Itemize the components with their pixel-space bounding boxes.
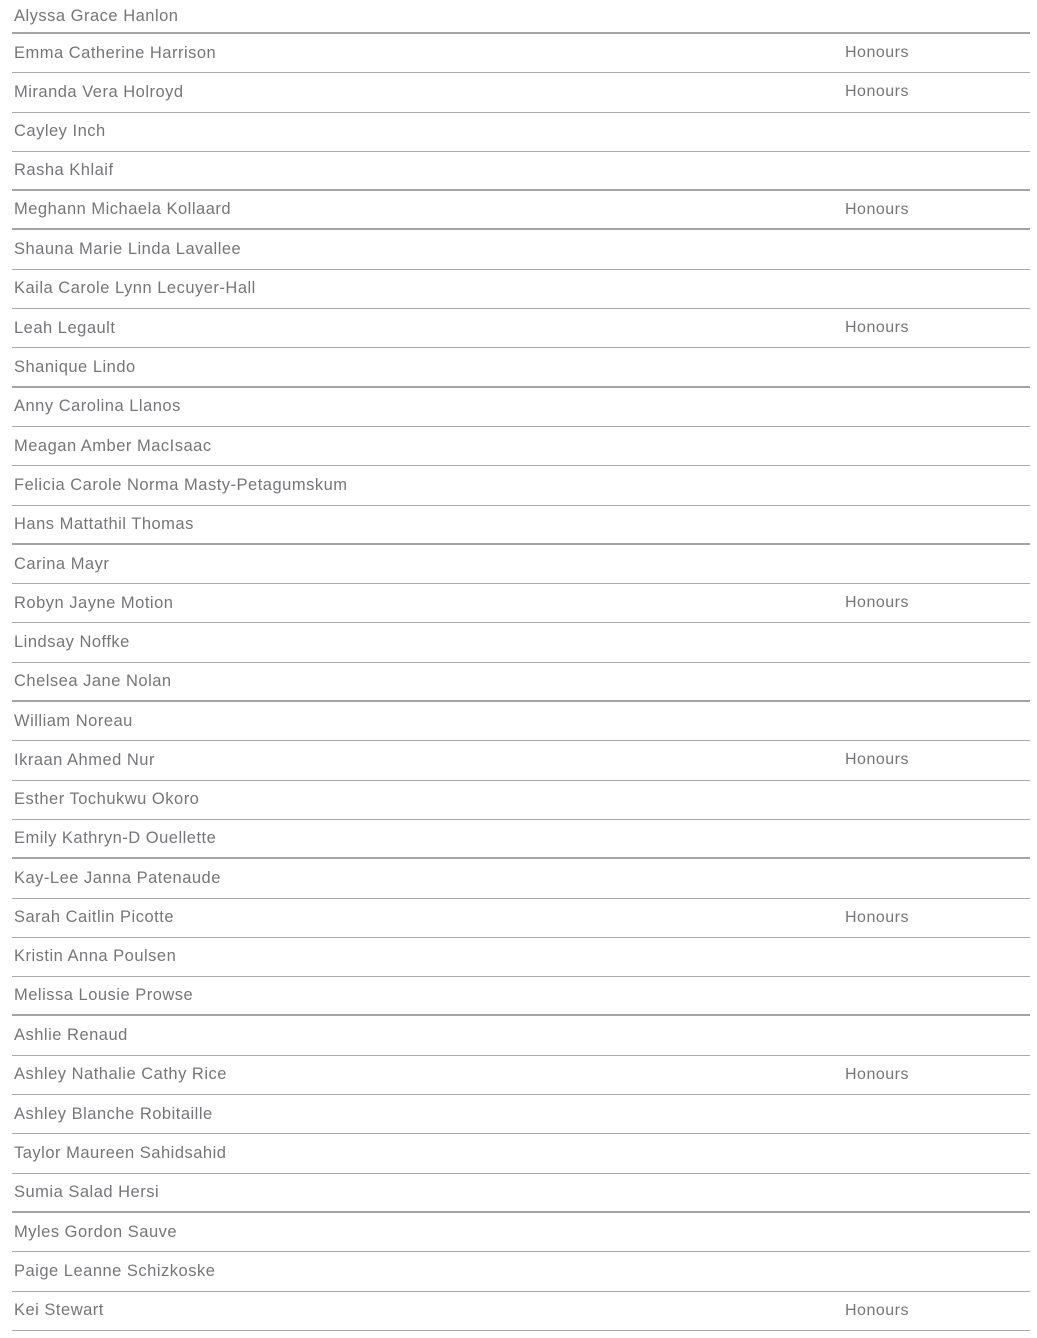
graduate-name: Esther Tochukwu Okoro [14, 790, 200, 809]
table-row [12, 1292, 1030, 1331]
table-row [12, 1134, 1030, 1173]
table-row [12, 309, 1030, 348]
honours-badge: Honours [845, 594, 909, 612]
honours-badge: Honours [845, 319, 909, 337]
honours-badge: Honours [845, 44, 909, 62]
table-row [12, 623, 1030, 662]
table-row [12, 506, 1030, 545]
table-row [12, 1056, 1030, 1095]
table-row [12, 270, 1030, 309]
table-row [12, 1016, 1030, 1055]
table-row [12, 663, 1030, 702]
graduate-name: Shanique Lindo [14, 357, 136, 376]
graduate-name: Taylor Maureen Sahidsahid [14, 1143, 227, 1162]
graduate-name: Miranda Vera Holroyd [14, 82, 184, 101]
graduate-name: Lindsay Noffke [14, 633, 130, 652]
table-row [12, 584, 1030, 623]
graduate-name: Paige Leanne Schizkoske [14, 1261, 216, 1280]
honours-badge: Honours [845, 908, 909, 926]
graduate-name: Alyssa Grace Hanlon [14, 6, 179, 25]
graduate-name: Sarah Caitlin Picotte [14, 908, 174, 927]
table-row [12, 938, 1030, 977]
graduate-name: Leah Legault [14, 318, 116, 337]
graduates-honours-list [12, 0, 1030, 1331]
graduate-name: Ashley Blanche Robitaille [14, 1104, 213, 1123]
table-row [12, 152, 1030, 191]
honours-badge: Honours [845, 751, 909, 769]
graduate-name: Shauna Marie Linda Lavallee [14, 240, 242, 259]
table-row [12, 113, 1030, 152]
graduate-name: William Noreau [14, 711, 133, 730]
table-row [12, 230, 1030, 269]
table-row [12, 0, 1030, 34]
table-row [12, 466, 1030, 505]
graduate-name: Cayley Inch [14, 122, 106, 141]
graduate-name: Robyn Jayne Motion [14, 593, 174, 612]
graduate-name: Emma Catherine Harrison [14, 43, 217, 62]
table-row [12, 820, 1030, 859]
graduate-name: Melissa Lousie Prowse [14, 986, 194, 1005]
table-row [12, 545, 1030, 584]
graduate-name: Carina Mayr [14, 554, 110, 573]
graduate-name: Kay-Lee Janna Patenaude [14, 868, 221, 887]
graduate-name: Kei Stewart [14, 1301, 104, 1320]
honours-badge: Honours [845, 1065, 909, 1083]
table-row [12, 191, 1030, 230]
honours-badge: Honours [845, 1301, 909, 1319]
graduate-name: Kaila Carole Lynn Lecuyer-Hall [14, 279, 256, 298]
table-row [12, 741, 1030, 780]
table-row [12, 781, 1030, 820]
graduate-name: Felicia Carole Norma Masty-Petagumskum [14, 475, 348, 494]
graduate-name: Hans Mattathil Thomas [14, 514, 194, 533]
table-row [12, 977, 1030, 1016]
honours-badge: Honours [845, 83, 909, 101]
graduate-name: Emily Kathryn-D Ouellette [14, 829, 217, 848]
graduate-name: Meagan Amber MacIsaac [14, 436, 212, 455]
graduate-name: Ikraan Ahmed Nur [14, 750, 155, 769]
honours-badge: Honours [845, 200, 909, 218]
table-row [12, 859, 1030, 898]
graduate-name: Anny Carolina Llanos [14, 397, 181, 416]
table-row [12, 899, 1030, 938]
table-row [12, 702, 1030, 741]
graduate-name: Chelsea Jane Nolan [14, 671, 172, 690]
graduate-name: Ashley Nathalie Cathy Rice [14, 1065, 227, 1084]
table-row [12, 427, 1030, 466]
graduate-name: Kristin Anna Poulsen [14, 947, 177, 966]
table-row [12, 388, 1030, 427]
table-row [12, 1252, 1030, 1291]
graduate-name: Meghann Michaela Kollaard [14, 200, 232, 219]
graduate-name: Ashlie Renaud [14, 1026, 128, 1045]
graduate-name: Rasha Khlaif [14, 161, 114, 180]
table-row [12, 1095, 1030, 1134]
table-row [12, 1213, 1030, 1252]
table-row [12, 34, 1030, 73]
table-row [12, 73, 1030, 112]
graduate-name: Myles Gordon Sauve [14, 1222, 178, 1241]
graduate-name: Sumia Salad Hersi [14, 1182, 160, 1201]
table-row [12, 1174, 1030, 1213]
table-row [12, 348, 1030, 387]
